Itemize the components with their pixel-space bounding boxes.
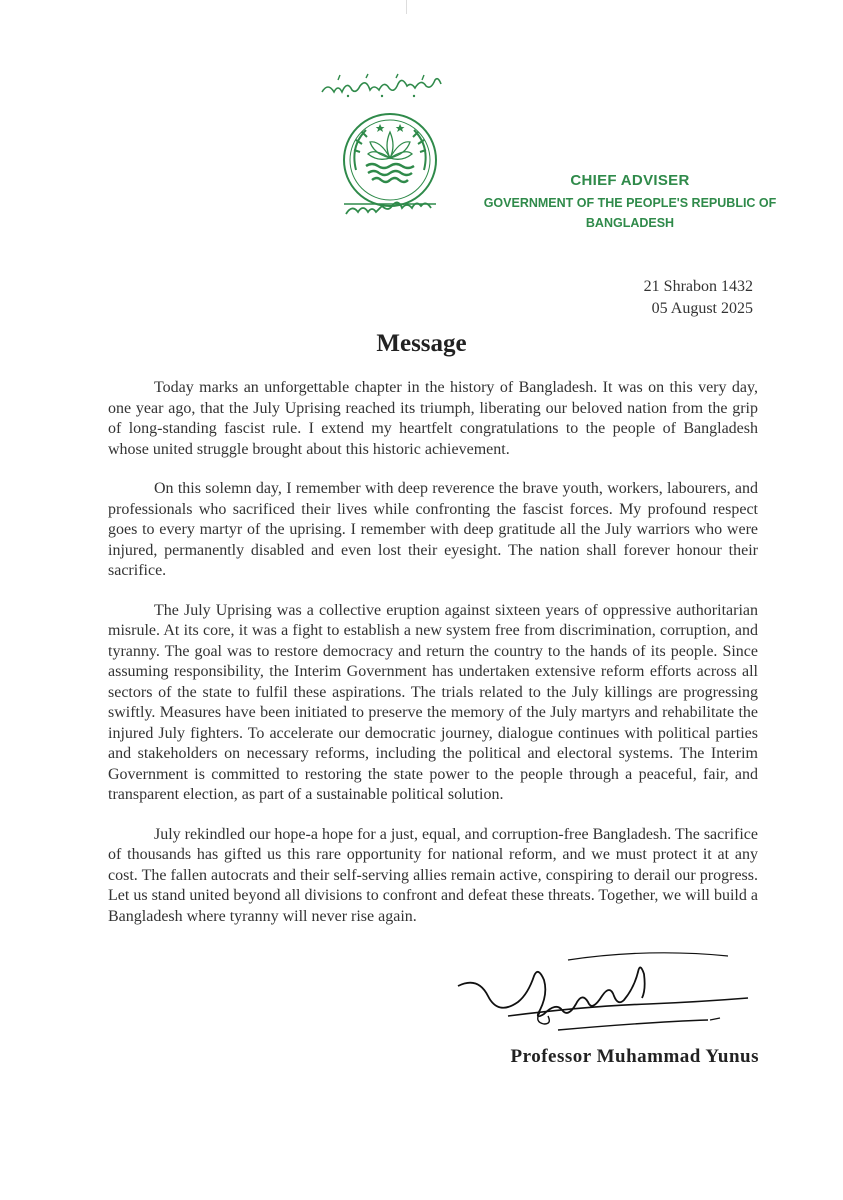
paper-crease bbox=[406, 0, 407, 14]
date-gregorian: 05 August 2025 bbox=[651, 300, 753, 317]
date-bengali: 21 Shrabon 1432 bbox=[643, 278, 753, 295]
signatory-name: Professor Muhammad Yunus bbox=[510, 1046, 759, 1067]
message-paragraph: The July Uprising was a collective eruption against sixteen years of oppressive authoritarian misrule. At its core, it was a fight to establish a new system free from discrimination, corruption, and tyranny. The goal was to restore democracy and return the country to the hands of its people. Since assuming responsibility, the Interim Government has undertaken extensive reform efforts across all sectors of the state to fulfil these aspirations. The trials related to the July killings are progressing swiftly. Measures have been initiated to preserve the memory of the July martyrs and rehabilitate the injured July fighters. To accelerate our democratic journey, dialogue continues with political parties and stakeholders on necessary reforms, including the political and electoral systems. The Interim Government is committed to restoring the state power to the people through a peaceful, fair, and transparent election, as part of a sustainable political solution. bbox=[108, 601, 758, 803]
handwritten-signature bbox=[448, 950, 758, 1045]
message-heading: Message bbox=[376, 330, 467, 357]
message-paragraph: On this solemn day, I remember with deep reverence the brave youth, workers, labourers, and professionals who sacrificed their lives while confronting the fascist forces. My profound respect goes to every martyr of the uprising. I remember with deep gratitude all the July warriors who were injured, permanently disabled and even lost their eyesight. The nation shall forever honour their sacrifice. bbox=[108, 480, 758, 579]
office-title: CHIEF ADVISER bbox=[570, 172, 690, 189]
message-body bbox=[108, 378, 758, 946]
message-paragraph: July rekindled our hope-a hope for a just, equal, and corruption-free Bangladesh. The sacrifice of thousands has gifted us this rare opportunity for national reform, and we must protect it at any cost. The fallen autocrats and their self-serving allies remain active, conspiring to derail our progress. Let us stand united beyond all divisions to confront and defeat these threats. Together, we will build a Bangladesh where tyranny will never rise again. bbox=[108, 825, 758, 925]
letterhead-block bbox=[470, 172, 790, 233]
bismillah-calligraphy bbox=[318, 72, 450, 100]
office-subtitle: GOVERNMENT OF THE PEOPLE'S REPUBLIC OF BANGLADESH bbox=[483, 196, 777, 230]
date-block bbox=[644, 276, 753, 320]
message-paragraph: Today marks an unforgettable chapter in the history of Bangladesh. It was on this very day, one year ago, that the July Uprising reached its triumph, liberating our beloved nation from the grip of long-standing fascist rule. I extend my heartfelt congratulations to the people of Bangladesh whose united struggle brought about this historic achievement. bbox=[108, 379, 758, 458]
national-emblem-seal bbox=[336, 110, 444, 222]
